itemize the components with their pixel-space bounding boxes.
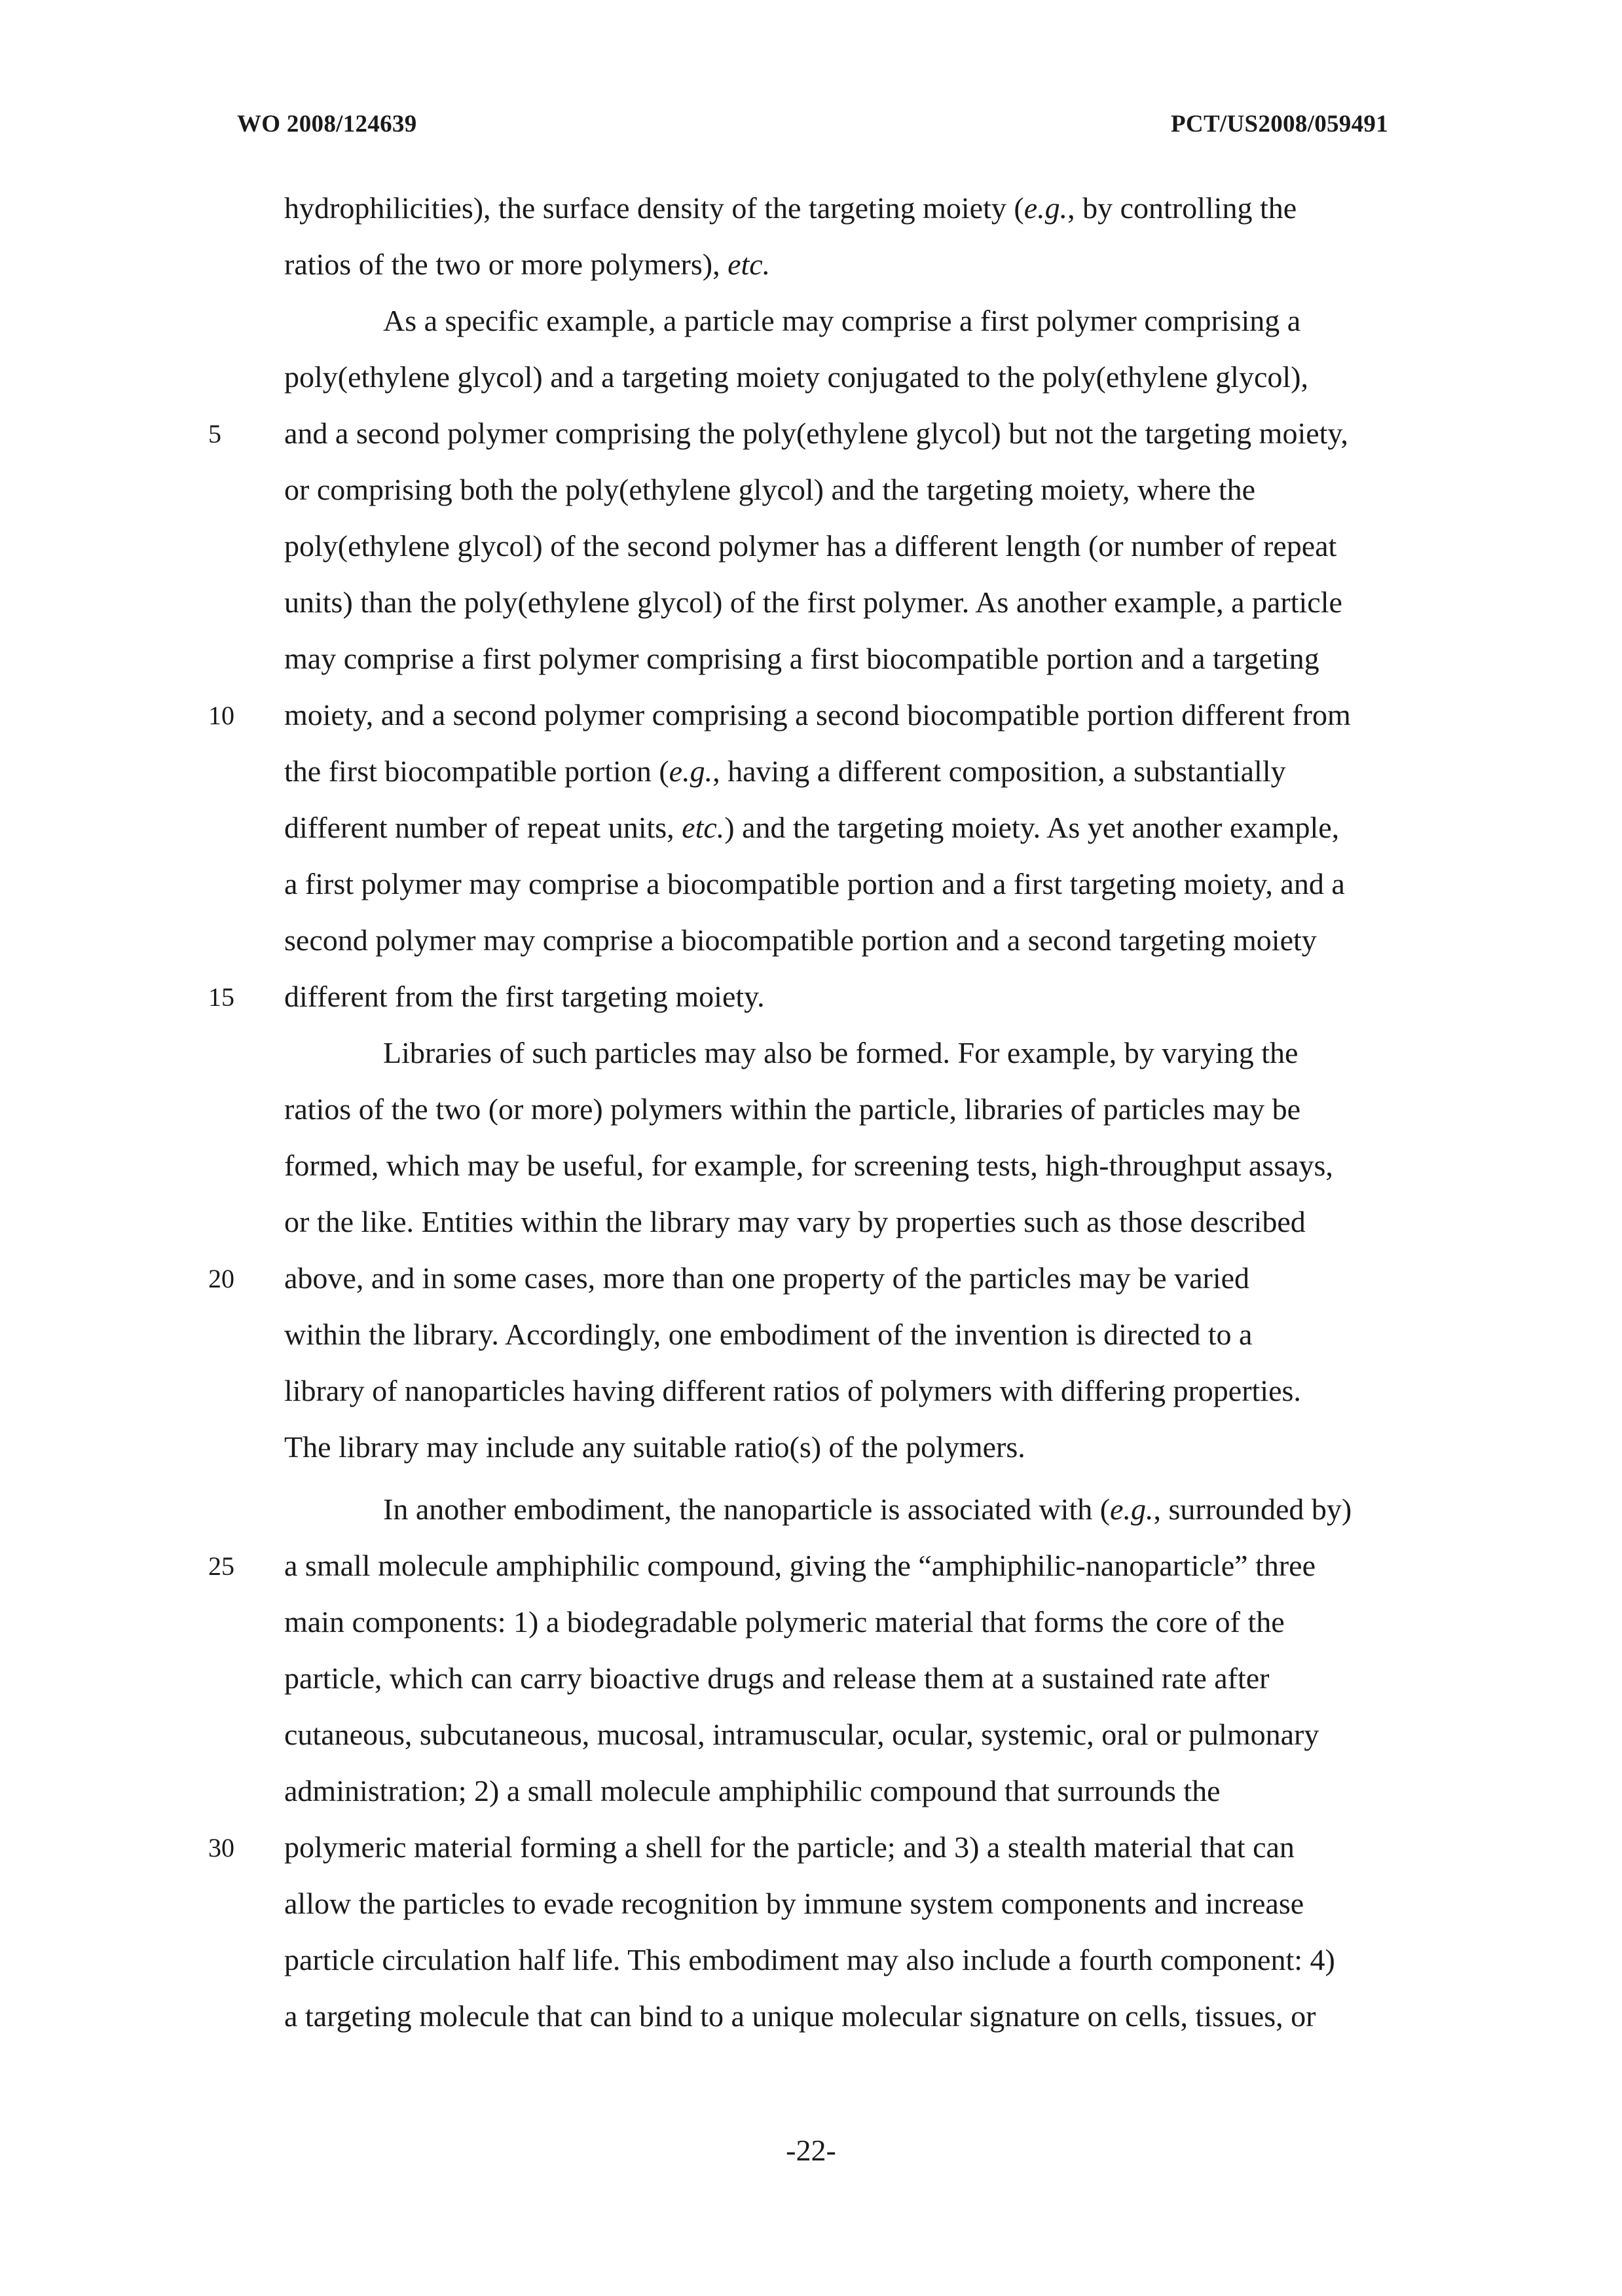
text-run: particle circulation half life. This embodiment may also include a fourth component: 4) bbox=[284, 1943, 1335, 1976]
text-line bbox=[383, 306, 1300, 336]
text-run: ) and the targeting moiety. As yet another example, bbox=[724, 811, 1340, 844]
italic-text: e.g. bbox=[669, 754, 713, 788]
text-run: units) than the poly(ethylene glycol) of the first polymer. As another example, a particle bbox=[284, 585, 1342, 619]
text-run: or comprising both the poly(ethylene glycol) and the targeting moiety, where the bbox=[284, 473, 1256, 506]
text-line bbox=[284, 250, 770, 280]
text-line bbox=[284, 193, 1297, 223]
line-number: 5 bbox=[208, 419, 221, 449]
text-line bbox=[284, 925, 1317, 955]
text-line bbox=[284, 1832, 1295, 1862]
text-run: above, and in some cases, more than one property of the particles may be varied bbox=[284, 1261, 1250, 1295]
patent-publication-number: WO 2008/124639 bbox=[237, 111, 417, 138]
italic-text: e.g. bbox=[1023, 191, 1068, 225]
text-line bbox=[284, 1945, 1335, 1975]
text-run: ratios of the two or more polymers), bbox=[284, 248, 728, 281]
text-line bbox=[284, 700, 1351, 730]
text-line bbox=[284, 982, 765, 1012]
text-run: formed, which may be useful, for example, for screening tests, high-throughput assays, bbox=[284, 1149, 1333, 1182]
text-run: The library may include any suitable ratio(s) of the polymers. bbox=[284, 1430, 1025, 1464]
application-number: PCT/US2008/059491 bbox=[1171, 111, 1388, 138]
text-run: may comprise a first polymer comprising a first biocompatible portion and a targeting bbox=[284, 642, 1319, 675]
text-line bbox=[284, 1720, 1319, 1750]
text-run: , by controlling the bbox=[1067, 191, 1297, 225]
line-number: 30 bbox=[208, 1833, 234, 1862]
text-run: or the like. Entities within the library may vary by properties such as those described bbox=[284, 1205, 1306, 1238]
text-line bbox=[383, 1038, 1298, 1068]
text-run: allow the particles to evade recognition by immune system components and increase bbox=[284, 1887, 1304, 1920]
text-run: second polymer may comprise a biocompatible portion and a second targeting moiety bbox=[284, 923, 1317, 957]
text-line bbox=[284, 1551, 1316, 1581]
text-run: administration; 2) a small molecule amphiphilic compound that surrounds the bbox=[284, 1774, 1221, 1807]
text-line bbox=[284, 1151, 1333, 1181]
text-line bbox=[284, 1263, 1249, 1293]
text-run: poly(ethylene glycol) of the second polymer has a different length (or number of repeat bbox=[284, 529, 1337, 563]
line-number: 15 bbox=[208, 982, 234, 1012]
text-run: main components: 1) a biodegradable polymeric material that forms the core of the bbox=[284, 1605, 1285, 1639]
text-run: different number of repeat units, bbox=[284, 811, 682, 844]
text-run: particle, which can carry bioactive drugs and release them at a sustained rate after bbox=[284, 1661, 1270, 1695]
text-line bbox=[383, 1494, 1352, 1525]
italic-text: etc. bbox=[682, 811, 725, 844]
text-run: within the library. Accordingly, one embodiment of the invention is directed to a bbox=[284, 1318, 1253, 1351]
text-line bbox=[284, 2001, 1316, 2031]
text-line bbox=[284, 813, 1339, 843]
page-number: -22- bbox=[786, 2134, 836, 2167]
text-line bbox=[284, 1776, 1221, 1806]
text-line bbox=[284, 644, 1319, 674]
text-line bbox=[284, 1376, 1301, 1406]
text-run: As a specific example, a particle may comprise a first polymer comprising a bbox=[383, 304, 1301, 337]
text-line bbox=[284, 1432, 1025, 1462]
text-line bbox=[284, 418, 1348, 449]
text-line bbox=[284, 1320, 1252, 1350]
text-run: library of nanoparticles having different ratios of polymers with differing properties. bbox=[284, 1374, 1301, 1407]
italic-text: e.g. bbox=[1110, 1492, 1154, 1526]
text-run: moiety, and a second polymer comprising a second biocompatible portion different from bbox=[284, 698, 1351, 731]
text-line bbox=[284, 475, 1255, 505]
text-line bbox=[284, 1207, 1306, 1237]
text-run: , having a different composition, a substantially bbox=[712, 754, 1286, 788]
text-run: In another embodiment, the nanoparticle is associated with ( bbox=[383, 1492, 1111, 1526]
text-line bbox=[284, 1607, 1285, 1637]
text-run: different from the first targeting moiety. bbox=[284, 980, 765, 1013]
text-run: the first biocompatible portion ( bbox=[284, 754, 669, 788]
text-run: a small molecule amphiphilic compound, giving the “amphiphilic-nanoparticle” three bbox=[284, 1549, 1316, 1582]
text-run: ratios of the two (or more) polymers within the particle, libraries of particles may be bbox=[284, 1092, 1301, 1126]
text-run: polymeric material forming a shell for the particle; and 3) a stealth material that can bbox=[284, 1830, 1295, 1864]
italic-text: etc. bbox=[728, 248, 771, 281]
text-run: hydrophilicities), the surface density of the targeting moiety ( bbox=[284, 191, 1024, 225]
text-run: cutaneous, subcutaneous, mucosal, intramuscular, ocular, systemic, oral or pulmonary bbox=[284, 1718, 1319, 1751]
line-number: 20 bbox=[208, 1264, 234, 1293]
text-run: a targeting molecule that can bind to a unique molecular signature on cells, tissues, or bbox=[284, 1999, 1316, 2033]
text-run: and a second polymer comprising the poly(ethylene glycol) but not the targeting moiety, bbox=[284, 417, 1348, 450]
text-line bbox=[284, 1094, 1300, 1124]
text-run: a first polymer may comprise a biocompatible portion and a first targeting moiety, and a bbox=[284, 867, 1345, 900]
text-run: , surrounded by) bbox=[1153, 1492, 1352, 1526]
text-line bbox=[284, 1889, 1304, 1919]
text-line bbox=[284, 587, 1342, 618]
text-line bbox=[284, 1663, 1270, 1694]
text-line bbox=[284, 531, 1336, 561]
line-number: 10 bbox=[208, 701, 234, 730]
text-line bbox=[284, 756, 1286, 787]
line-number: 25 bbox=[208, 1551, 234, 1581]
text-line bbox=[284, 869, 1345, 899]
text-line bbox=[284, 362, 1308, 392]
text-run: poly(ethylene glycol) and a targeting moiety conjugated to the poly(ethylene glycol), bbox=[284, 360, 1308, 394]
text-run: Libraries of such particles may also be formed. For example, by varying the bbox=[383, 1036, 1299, 1069]
